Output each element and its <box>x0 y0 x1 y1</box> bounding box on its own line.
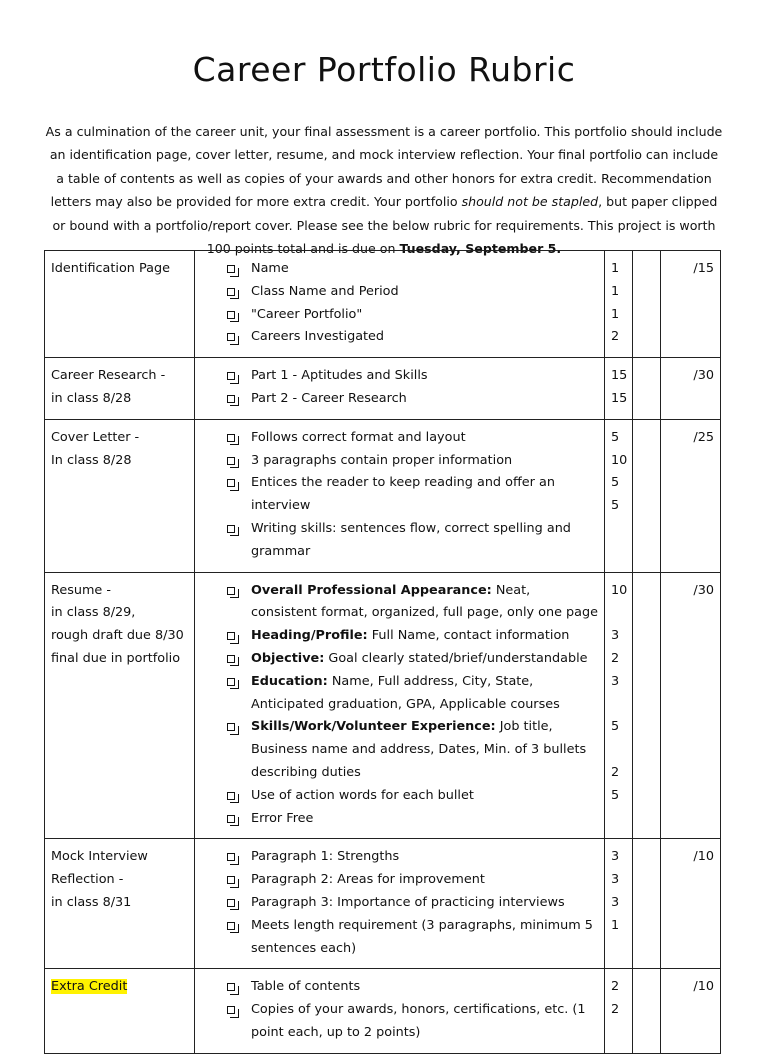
criteria-item <box>227 281 598 304</box>
criteria-text: "Career Portfolio" <box>251 306 363 322</box>
criteria-item <box>227 304 598 327</box>
criteria-cell <box>195 358 605 420</box>
section-label: final due in portfolio <box>51 650 181 666</box>
criteria-cell <box>195 572 605 839</box>
criteria-text: Paragraph 2: Areas for improvement <box>251 872 485 888</box>
criteria-item <box>227 915 598 961</box>
criteria-cell <box>195 251 605 358</box>
points-cell <box>605 572 633 839</box>
score-total: /30 <box>661 358 721 420</box>
checkbox-icon[interactable] <box>227 1006 235 1014</box>
criteria-item <box>227 846 598 869</box>
points-cell <box>605 358 633 420</box>
intro-text-2: , but paper clipped or bound with a portfolio/report cover. Please see the below rubric for requirements. This project is worth 100 points total and is due on <box>52 194 718 257</box>
checkbox-icon[interactable] <box>227 792 235 800</box>
section-label: In class 8/28 <box>51 452 132 468</box>
point-value <box>611 602 626 625</box>
intro-emphasis: should not be stapled <box>461 194 599 210</box>
criteria-text: Part 2 - Career Research <box>251 390 407 406</box>
criteria-text: Neat, consistent format, organized, full page, only one page <box>251 582 598 621</box>
rubric-row <box>45 969 721 1053</box>
criteria-item <box>227 427 598 450</box>
point-value: 3 <box>611 872 620 888</box>
criteria-cell <box>195 969 605 1053</box>
rubric-row <box>45 251 721 358</box>
point-value: 1 <box>611 283 620 299</box>
criteria-item <box>227 472 598 518</box>
checkbox-icon[interactable] <box>227 525 235 533</box>
checkbox-icon[interactable] <box>227 434 235 442</box>
checkbox-icon[interactable] <box>227 723 235 731</box>
point-value: 3 <box>611 849 620 865</box>
checkbox-icon[interactable] <box>227 288 235 296</box>
section-cell <box>45 419 195 572</box>
criteria-text: 3 paragraphs contain proper information <box>251 452 513 468</box>
criteria-item <box>227 716 598 784</box>
point-value: 2 <box>611 1002 620 1018</box>
criteria-text: Writing skills: sentences flow, correct spelling and grammar <box>251 520 571 559</box>
criteria-item <box>227 450 598 473</box>
checkbox-icon[interactable] <box>227 457 235 465</box>
section-label: in class 8/31 <box>51 894 132 910</box>
point-value: 5 <box>611 787 620 803</box>
section-label: Extra Credit <box>51 979 128 995</box>
section-label: Reflection - <box>51 872 124 888</box>
point-value: 2 <box>611 329 620 345</box>
point-value: 1 <box>611 306 620 322</box>
criteria-item <box>227 648 598 671</box>
points-cell <box>605 839 633 969</box>
checkbox-icon[interactable] <box>227 333 235 341</box>
points-cell <box>605 969 633 1053</box>
section-label: Identification Page <box>51 261 170 276</box>
criteria-label: Skills/Work/Volunteer Experience: <box>251 719 496 735</box>
checkbox-icon[interactable] <box>227 678 235 686</box>
rubric-row <box>45 572 721 839</box>
criteria-text: Follows correct format and layout <box>251 429 466 445</box>
score-total: /15 <box>661 251 721 358</box>
criteria-text: Use of action words for each bullet <box>251 787 474 803</box>
criteria-list <box>201 846 598 960</box>
point-value: 5 <box>611 429 620 445</box>
criteria-text: Job title, Business name and address, Dates, Min. of 3 bullets describing duties <box>251 719 587 780</box>
earned-points-cell[interactable] <box>633 839 661 969</box>
criteria-item <box>227 976 598 999</box>
earned-points-cell[interactable] <box>633 969 661 1053</box>
criteria-item <box>227 785 598 808</box>
earned-points-cell[interactable] <box>633 419 661 572</box>
checkbox-icon[interactable] <box>227 922 235 930</box>
intro-text-1: As a culmination of the career unit, your final assessment is a career portfolio. This portfolio should include an identification page, cover letter, resume, and mock interview reflection. Your final portfolio can include a table of contents as well as copies of your awards and other honors for extra credit. Recommendation letters may also be provided for more extra credit. Your portfolio <box>45 123 723 210</box>
point-value: 15 <box>611 368 628 384</box>
earned-points-cell[interactable] <box>633 251 661 358</box>
section-label: Resume - <box>51 582 111 598</box>
checkbox-icon[interactable] <box>227 395 235 403</box>
score-total: /10 <box>661 839 721 969</box>
checkbox-icon[interactable] <box>227 587 235 595</box>
criteria-text: Careers Investigated <box>251 329 385 345</box>
criteria-text: Full Name, contact information <box>367 628 570 644</box>
point-value: 3 <box>611 894 620 910</box>
section-cell <box>45 969 195 1053</box>
rubric-row <box>45 839 721 969</box>
criteria-text: Table of contents <box>251 979 361 995</box>
criteria-item <box>227 580 598 626</box>
criteria-item <box>227 388 598 411</box>
checkbox-icon[interactable] <box>227 265 235 273</box>
criteria-cell <box>195 839 605 969</box>
point-value: 5 <box>611 475 620 491</box>
point-value: 15 <box>611 390 628 406</box>
criteria-item <box>227 326 598 349</box>
criteria-list <box>201 580 598 831</box>
rubric-table <box>44 250 721 1054</box>
section-label: in class 8/29, <box>51 605 136 621</box>
criteria-item <box>227 625 598 648</box>
checkbox-icon[interactable] <box>227 815 235 823</box>
criteria-text: Paragraph 1: Strengths <box>251 849 400 865</box>
criteria-text: Goal clearly stated/brief/understandable <box>324 650 588 666</box>
criteria-item <box>227 518 598 564</box>
points-cell <box>605 419 633 572</box>
section-label: in class 8/28 <box>51 390 132 406</box>
criteria-list <box>201 976 598 1044</box>
section-label: Cover Letter - <box>51 429 140 445</box>
criteria-item <box>227 808 598 831</box>
point-value: 2 <box>611 979 620 995</box>
criteria-cell <box>195 419 605 572</box>
points-cell <box>605 251 633 358</box>
criteria-item <box>227 671 598 717</box>
due-date: Tuesday, September 5. <box>399 241 562 257</box>
criteria-item <box>227 892 598 915</box>
point-value: 1 <box>611 261 620 276</box>
intro-paragraph <box>44 120 724 261</box>
checkbox-icon[interactable] <box>227 853 235 861</box>
criteria-text: Name <box>251 261 289 276</box>
criteria-item <box>227 869 598 892</box>
criteria-list <box>201 365 598 411</box>
criteria-label: Overall Professional Appearance: <box>251 582 492 598</box>
point-value: 5 <box>611 498 620 514</box>
criteria-text: Entices the reader to keep reading and offer an interview <box>251 475 555 514</box>
point-value: 3 <box>611 673 620 689</box>
criteria-list <box>201 427 598 564</box>
point-value: 2 <box>611 650 620 666</box>
section-label: Mock Interview <box>51 849 148 865</box>
point-value <box>611 739 626 762</box>
score-total: /25 <box>661 419 721 572</box>
point-value: 5 <box>611 719 620 735</box>
section-cell <box>45 251 195 358</box>
point-value: 10 <box>611 452 628 468</box>
criteria-text: Paragraph 3: Importance of practicing interviews <box>251 894 565 910</box>
criteria-text: Part 1 - Aptitudes and Skills <box>251 368 428 384</box>
checkbox-icon[interactable] <box>227 479 235 487</box>
criteria-item <box>227 365 598 388</box>
point-value: 2 <box>611 764 620 780</box>
section-label: Career Research - <box>51 368 166 384</box>
point-value: 1 <box>611 917 620 933</box>
criteria-text: Error Free <box>251 810 314 826</box>
earned-points-cell[interactable] <box>633 572 661 839</box>
criteria-text: Name, Full address, City, State, Anticipated graduation, GPA, Applicable courses <box>251 673 560 712</box>
checkbox-icon[interactable] <box>227 632 235 640</box>
criteria-text: Meets length requirement (3 paragraphs, minimum 5 sentences each) <box>251 917 593 956</box>
checkbox-icon[interactable] <box>227 899 235 907</box>
rubric-row <box>45 419 721 572</box>
checkbox-icon[interactable] <box>227 655 235 663</box>
criteria-text: Copies of your awards, honors, certifications, etc. (1 point each, up to 2 points) <box>251 1002 586 1040</box>
checkbox-icon[interactable] <box>227 876 235 884</box>
checkbox-icon[interactable] <box>227 983 235 991</box>
checkbox-icon[interactable] <box>227 311 235 319</box>
criteria-text: Class Name and Period <box>251 283 399 299</box>
point-value <box>611 694 626 717</box>
section-cell <box>45 839 195 969</box>
criteria-list <box>201 258 598 349</box>
criteria-label: Heading/Profile: <box>251 628 368 644</box>
section-cell <box>45 572 195 839</box>
page-title: Career Portfolio Rubric <box>192 50 576 89</box>
criteria-item <box>227 258 598 281</box>
criteria-label: Objective: <box>251 650 325 666</box>
earned-points-cell[interactable] <box>633 358 661 420</box>
score-total: /30 <box>661 572 721 839</box>
rubric-row <box>45 358 721 420</box>
checkbox-icon[interactable] <box>227 372 235 380</box>
criteria-item <box>227 999 598 1045</box>
point-value: 10 <box>611 582 628 598</box>
section-label: rough draft due 8/30 <box>51 628 184 644</box>
point-value: 3 <box>611 628 620 644</box>
score-total: /10 <box>661 969 721 1053</box>
section-cell <box>45 358 195 420</box>
criteria-label: Education: <box>251 673 328 689</box>
